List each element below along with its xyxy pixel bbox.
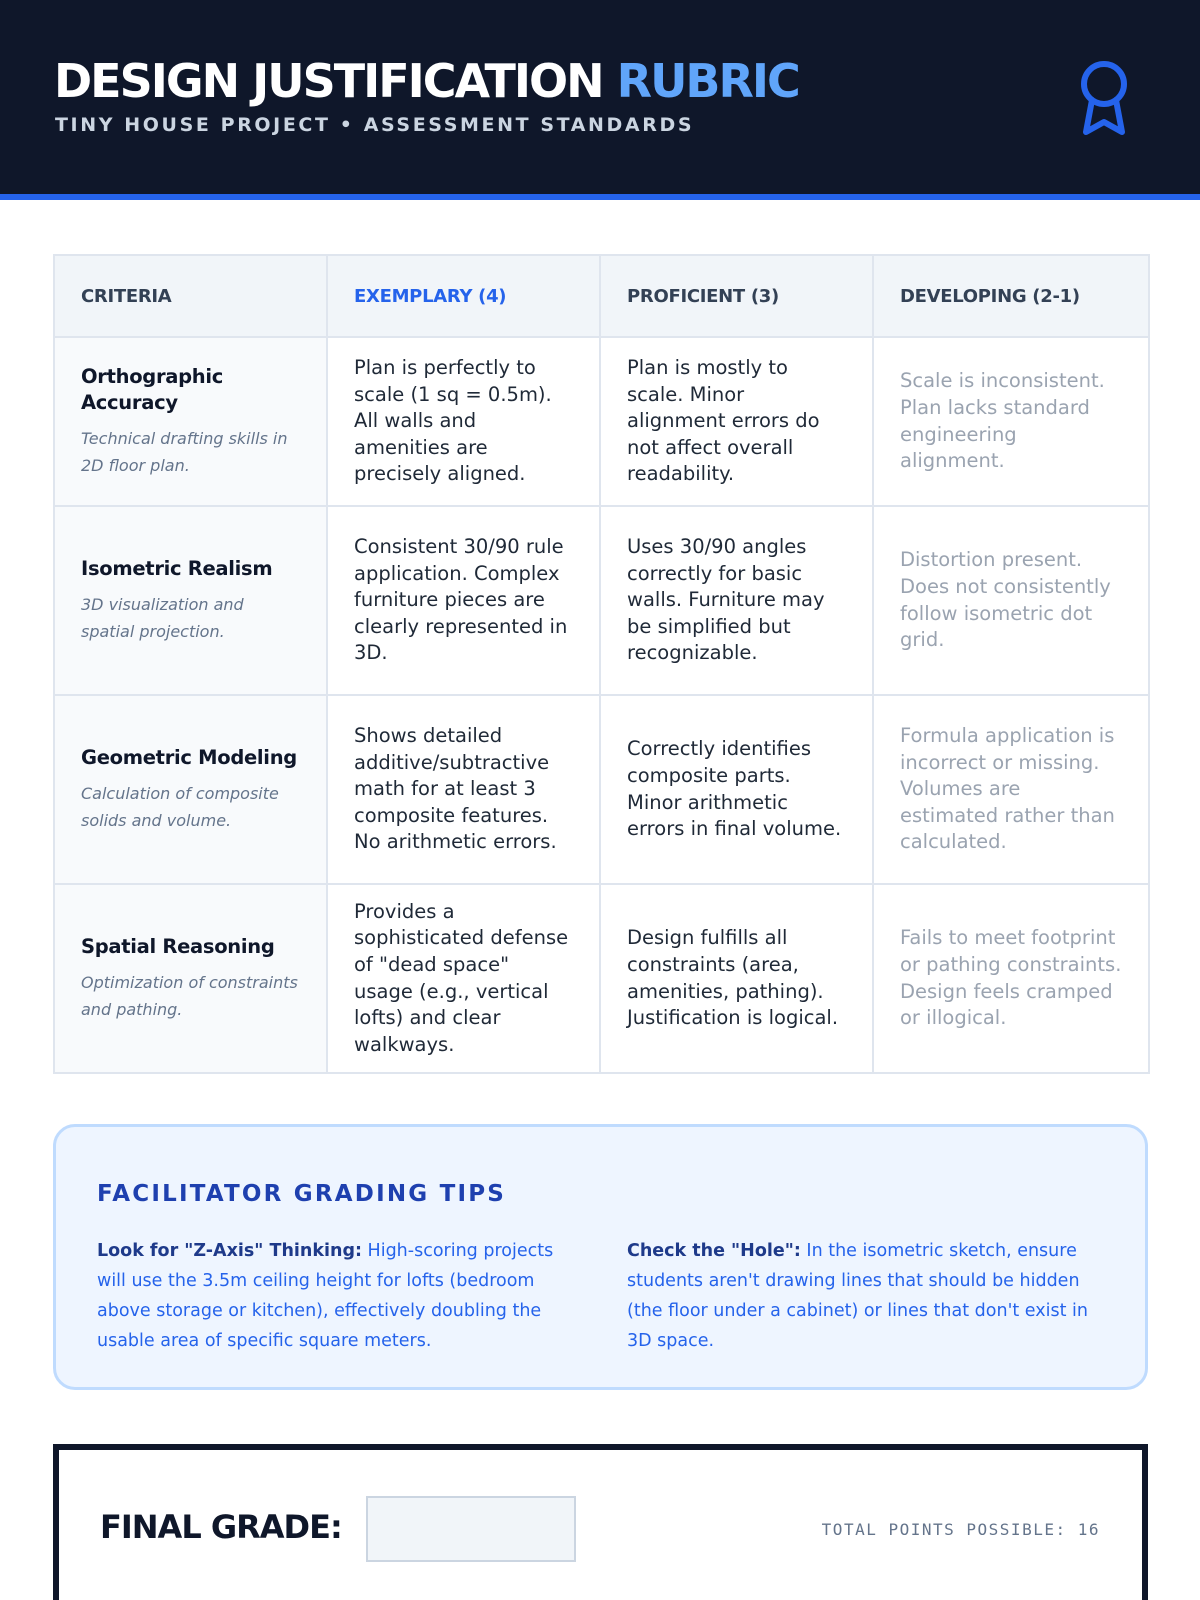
page-title [54,52,799,110]
rubric-row [54,337,1149,506]
criteria-name: Geometric Modeling [81,746,297,769]
criteria-cell [54,337,327,506]
exemplary-cell: Plan is perfectly to scale (1 sq = 0.5m). All walls and amenities are precisely aligned. [327,337,600,506]
column-header-proficient: PROFICIENT (3) [600,255,873,337]
rubric-header-row [54,255,1149,337]
grading-tips-box [53,1124,1148,1390]
developing-cell: Scale is inconsistent. Plan lacks standard engineering alignment. [873,337,1149,506]
column-header-exemplary: EXEMPLARY (4) [327,255,600,337]
tip-item-hole [627,1236,1109,1356]
criteria-description: Technical drafting skills in 2D floor plan. [81,429,288,475]
final-grade-box [53,1444,1148,1600]
page-subtitle: TINY HOUSE PROJECT • ASSESSMENT STANDARDS [55,114,695,136]
criteria-cell [54,695,327,884]
proficient-cell: Correctly identifies composite parts. Minor arithmetic errors in final volume. [600,695,873,884]
tip-item-z-axis [97,1236,579,1356]
criteria-cell [54,506,327,695]
rubric-row [54,506,1149,695]
column-header-developing: DEVELOPING (2-1) [873,255,1149,337]
total-points-text: TOTAL POINTS POSSIBLE: 16 [821,1520,1100,1539]
tips-title: FACILITATOR GRADING TIPS [97,1181,507,1207]
rubric-table [53,254,1150,1074]
developing-cell: Distortion present. Does not consistently follow isometric dot grid. [873,506,1149,695]
rubric-row [54,695,1149,884]
tip-lead: Check the "Hole": [627,1241,801,1261]
criteria-cell [54,884,327,1073]
tip-text: In the isometric sketch, ensure students aren't drawing lines that should be hidden (the floor under a cabinet) or lines that don't exist in 3D space. [627,1241,1088,1351]
criteria-name: Isometric Realism [81,557,273,580]
criteria-name: Orthographic Accuracy [81,365,224,414]
proficient-cell: Design fulfills all constraints (area, amenities, pathing). Justification is logical. [600,884,873,1073]
title-accent: RUBRIC [616,54,799,108]
final-grade-input[interactable] [366,1496,576,1562]
page-header [0,0,1200,200]
tip-text: High-scoring projects will use the 3.5m ceiling height for lofts (bedroom above storage or kitchen), effectively doubling the usable area of specific square meters. [97,1241,554,1351]
tip-lead: Look for "Z-Axis" Thinking: [97,1241,362,1261]
column-header-criteria: CRITERIA [54,255,327,337]
developing-cell: Formula application is incorrect or missing. Volumes are estimated rather than calculated. [873,695,1149,884]
developing-cell: Fails to meet footprint or pathing constraints. Design feels cramped or illogical. [873,884,1149,1073]
criteria-name: Spatial Reasoning [81,935,275,958]
criteria-description: Calculation of composite solids and volume. [81,784,279,830]
criteria-description: 3D visualization and spatial projection. [81,595,244,641]
criteria-description: Optimization of constraints and pathing. [81,973,298,1019]
exemplary-cell: Shows detailed additive/subtractive math for at least 3 composite features. No arithmetic errors. [327,695,600,884]
rubric-row [54,884,1149,1073]
proficient-cell: Uses 30/90 angles correctly for basic walls. Furniture may be simplified but recognizable. [600,506,873,695]
exemplary-cell: Provides a sophisticated defense of "dead space" usage (e.g., vertical lofts) and clear walkways. [327,884,600,1073]
proficient-cell: Plan is mostly to scale. Minor alignment errors do not affect overall readability. [600,337,873,506]
award-ribbon-icon [1078,60,1130,136]
exemplary-cell: Consistent 30/90 rule application. Complex furniture pieces are clearly represented in 3D. [327,506,600,695]
final-grade-label: FINAL GRADE: [100,1508,342,1546]
title-main: DESIGN JUSTIFICATION [54,54,603,108]
